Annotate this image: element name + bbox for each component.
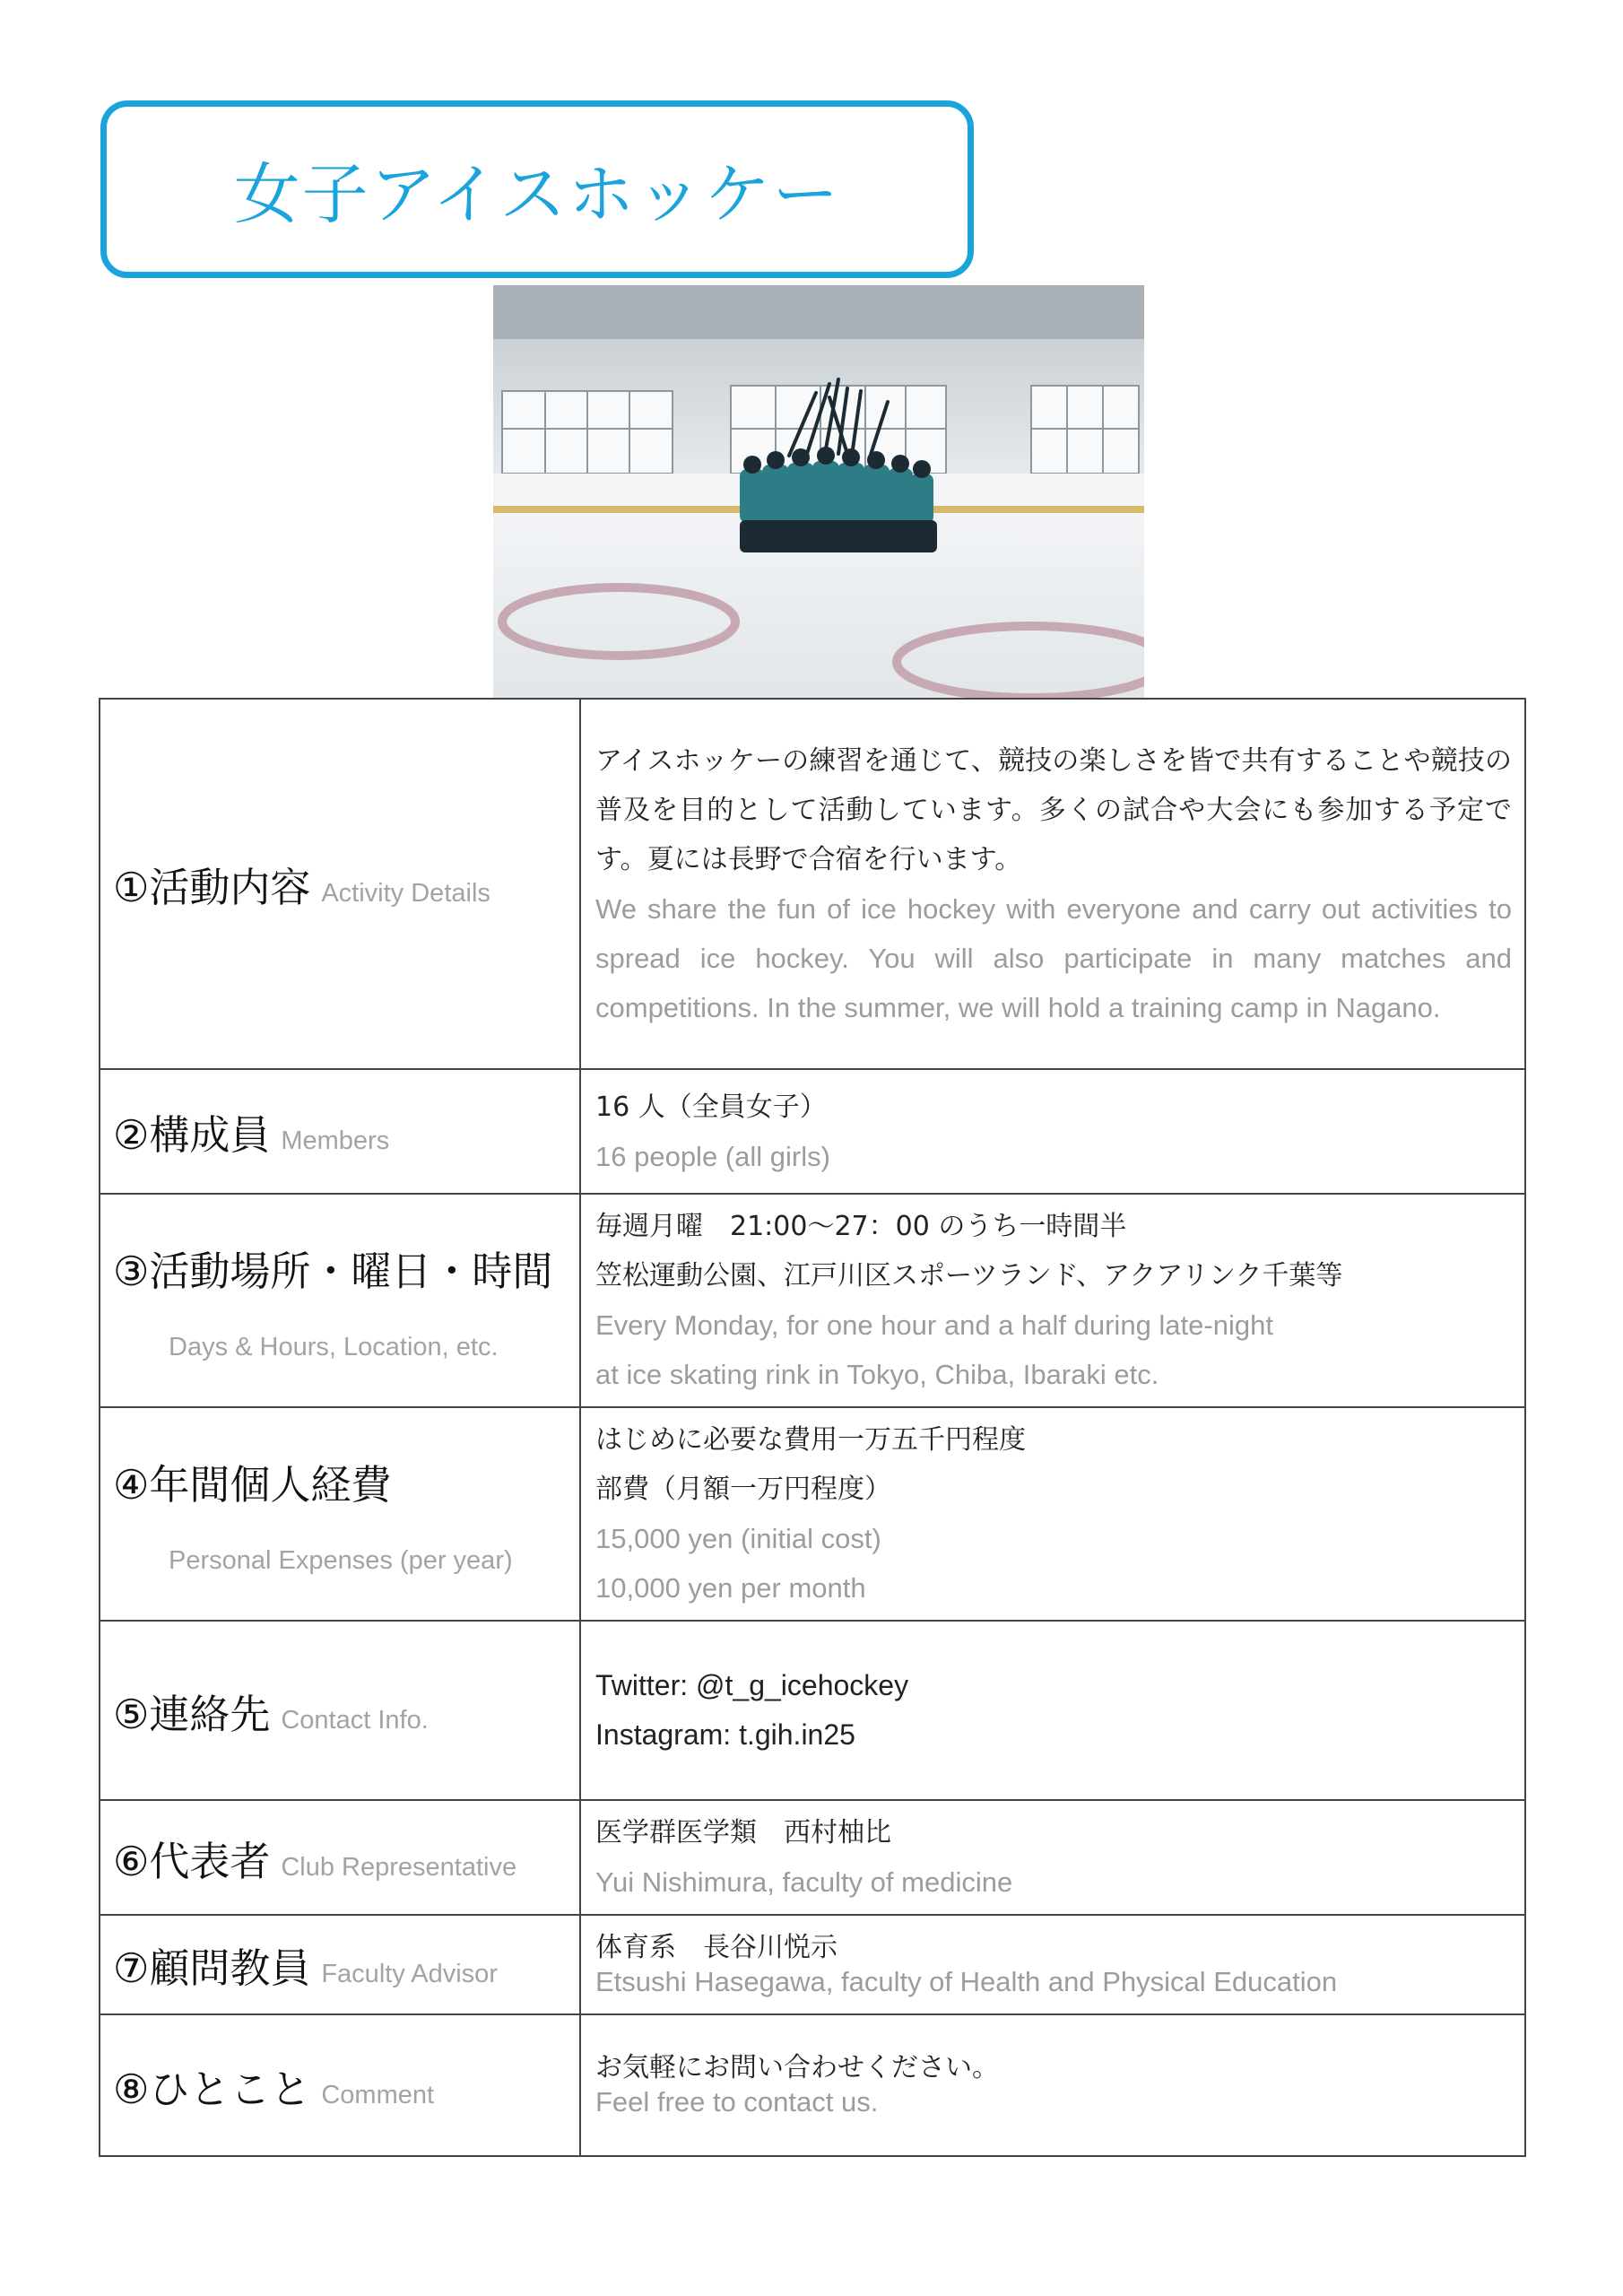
expenses-jp-1: はじめに必要な費用一万五千円程度: [595, 1424, 1026, 1456]
comment-en: Feel free to contact us.: [595, 2086, 879, 2118]
row-label: ⑦顧問教員: [113, 1944, 311, 1992]
value-cell: [580, 2014, 1525, 2156]
row-label: ⑥代表者: [113, 1837, 271, 1885]
value-cell: [580, 1069, 1525, 1194]
value-cell: [580, 1407, 1525, 1621]
label-cell: [100, 699, 580, 1069]
label-cell: [100, 2014, 580, 2156]
label-cell: [100, 1915, 580, 2014]
activity-details-en: We share the fun of ice hockey with everyone and carry out activities to spread ice hockey. You will also participate in many matches and competitions. In the summer, we will hold a training camp in Nagano.: [595, 892, 1512, 1023]
table-row: [100, 1069, 1525, 1194]
info-table: [99, 698, 1526, 2157]
representative-jp: 医学群医学類 西村柚比: [595, 1817, 891, 1848]
table-row: [100, 1800, 1525, 1915]
row-label: ⑤連絡先: [113, 1690, 271, 1738]
twitter-handle[interactable]: Twitter: @t_g_icehockey: [595, 1669, 909, 1701]
row-label-en: Activity Details: [321, 879, 490, 908]
expenses-jp-2: 部費（月額一万円程度）: [595, 1474, 891, 1505]
schedule-jp-2: 笠松運動公園、江戸川区スポーツランド、アクアリンク千葉等: [595, 1260, 1343, 1292]
table-row: [100, 2014, 1525, 2156]
row-label: ②構成員: [113, 1111, 271, 1159]
row-label: ①活動内容: [113, 864, 311, 911]
table-row: [100, 1407, 1525, 1621]
table-row: [100, 699, 1525, 1069]
value-cell: [580, 1621, 1525, 1800]
table-row: [100, 1915, 1525, 2014]
expenses-en-1: 15,000 yen (initial cost): [595, 1523, 881, 1554]
label-cell: [100, 1800, 580, 1915]
label-cell: [100, 1621, 580, 1800]
expenses-en-2: 10,000 yen per month: [595, 1572, 866, 1604]
advisor-en: Etsushi Hasegawa, faculty of Health and Physical Education: [595, 1965, 1338, 1997]
advisor-jp: 体育系 長谷川悦示: [595, 1931, 838, 1963]
schedule-jp-1: 毎週月曜 21:00～27：00 のうち一時間半: [595, 1211, 1127, 1242]
representative-en: Yui Nishimura, faculty of medicine: [595, 1866, 1013, 1898]
members-en: 16 people (all girls): [595, 1140, 830, 1172]
row-label-en: Members: [281, 1126, 390, 1155]
instagram-handle[interactable]: Instagram: t.gih.in25: [595, 1718, 855, 1751]
team-photo: [493, 285, 1144, 698]
row-label-en: Faculty Advisor: [321, 1960, 498, 1988]
table-row: [100, 1194, 1525, 1407]
label-cell: [100, 1194, 580, 1407]
row-label-en: Contact Info.: [281, 1705, 429, 1735]
row-label: ④年間個人経費: [113, 1461, 392, 1509]
table-row: [100, 1621, 1525, 1800]
row-label: ⑧ひとこと: [113, 2065, 311, 2113]
value-cell: [580, 1194, 1525, 1407]
value-cell: [580, 699, 1525, 1069]
schedule-en-1: Every Monday, for one hour and a half during late-night: [595, 1309, 1273, 1341]
comment-jp: お気軽にお問い合わせください。: [595, 2052, 999, 2083]
team-photo-ice-rink-icon: [493, 285, 1144, 698]
page-title: 女子アイスホッケー: [233, 156, 841, 233]
row-label-en: Personal Expenses (per year): [169, 1546, 513, 1575]
value-cell: [580, 1800, 1525, 1915]
row-label: ③活動場所・曜日・時間: [113, 1248, 553, 1295]
schedule-en-2: at ice skating rink in Tokyo, Chiba, Ibaraki etc.: [595, 1359, 1159, 1390]
activity-details-jp: アイスホッケーの練習を通じて、競技の楽しさを皆で共有することや競技の普及を目的として活動しています。多くの試合や大会にも参加する予定です。夏には長野で合宿を行います。: [595, 744, 1512, 875]
title-box: [100, 100, 974, 278]
row-label-en: Days & Hours, Location, etc.: [169, 1333, 499, 1361]
members-jp: 16 人（全員女子）: [595, 1091, 827, 1123]
label-cell: [100, 1069, 580, 1194]
value-cell: [580, 1915, 1525, 2014]
row-label-en: Comment: [321, 2080, 435, 2109]
row-label-en: Club Representative: [281, 1852, 517, 1882]
label-cell: [100, 1407, 580, 1621]
